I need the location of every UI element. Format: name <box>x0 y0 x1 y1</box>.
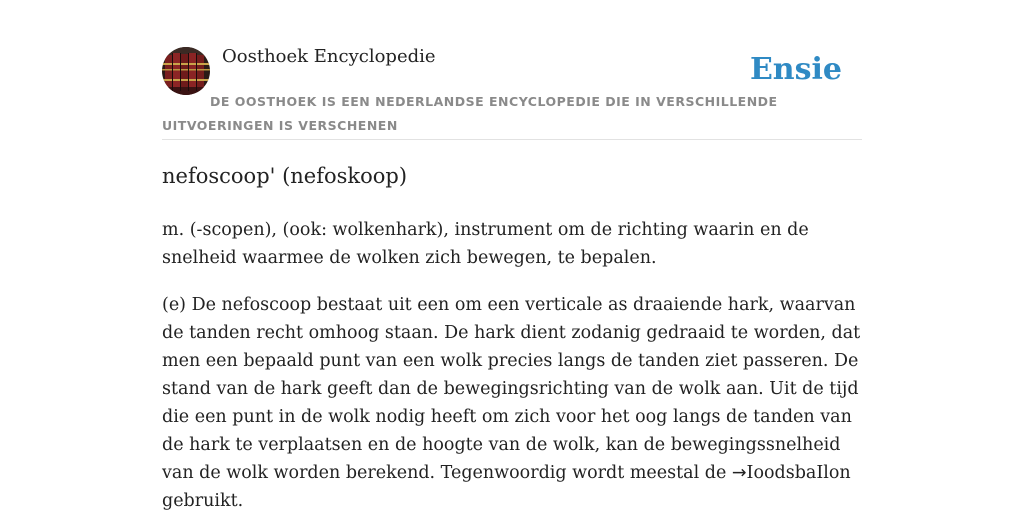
site-avatar[interactable] <box>162 47 210 95</box>
entry-title: nefoscoop' (nefoskoop) <box>162 164 408 188</box>
entry-definition: m. (-scopen), (ook: wolkenhark), instrument om de richting waarin en de snelheid waarmee de wolken zich bewegen, te bepalen. <box>162 220 809 268</box>
entry-body-end: gebruikt. <box>162 491 244 511</box>
link-arrow-icon[interactable]: → <box>731 463 747 483</box>
entry-body-text: (e) De nefoscoop bestaat uit een om een verticale as draaiende hark, waarvan de tanden recht omhoog staan. De hark dient zodanig gedraaid te worden, dat men een bepaald punt van een wolk precies langs de tanden ziet passeren. De stand van de hark geeft dan de bewegingsrichting van de wolk aan. Uit de tijd die een punt in de wolk nodig heeft om zich voor het oog langs de tanden van de hark te verplaatsen en de hoogte van de wolk, kan de bewegingssnelheid van de wolk worden berekend. Tegenwoordig wordt meestal de <box>162 295 861 483</box>
site-subtitle: DE OOSTHOEK IS EEN NEDERLANDSE ENCYCLOPEDIE DIE IN VERSCHILLENDE UITVOERINGEN IS VERSCHENEN <box>162 94 778 133</box>
book-spines-avatar-icon <box>162 47 210 95</box>
entry-body <box>162 291 862 515</box>
brand-logo[interactable]: Ensie <box>749 52 842 87</box>
entry-link[interactable]: IoodsbaIlon <box>746 463 851 483</box>
site-name[interactable]: Oosthoek Encyclopedie <box>222 46 436 67</box>
header-divider <box>162 139 862 140</box>
